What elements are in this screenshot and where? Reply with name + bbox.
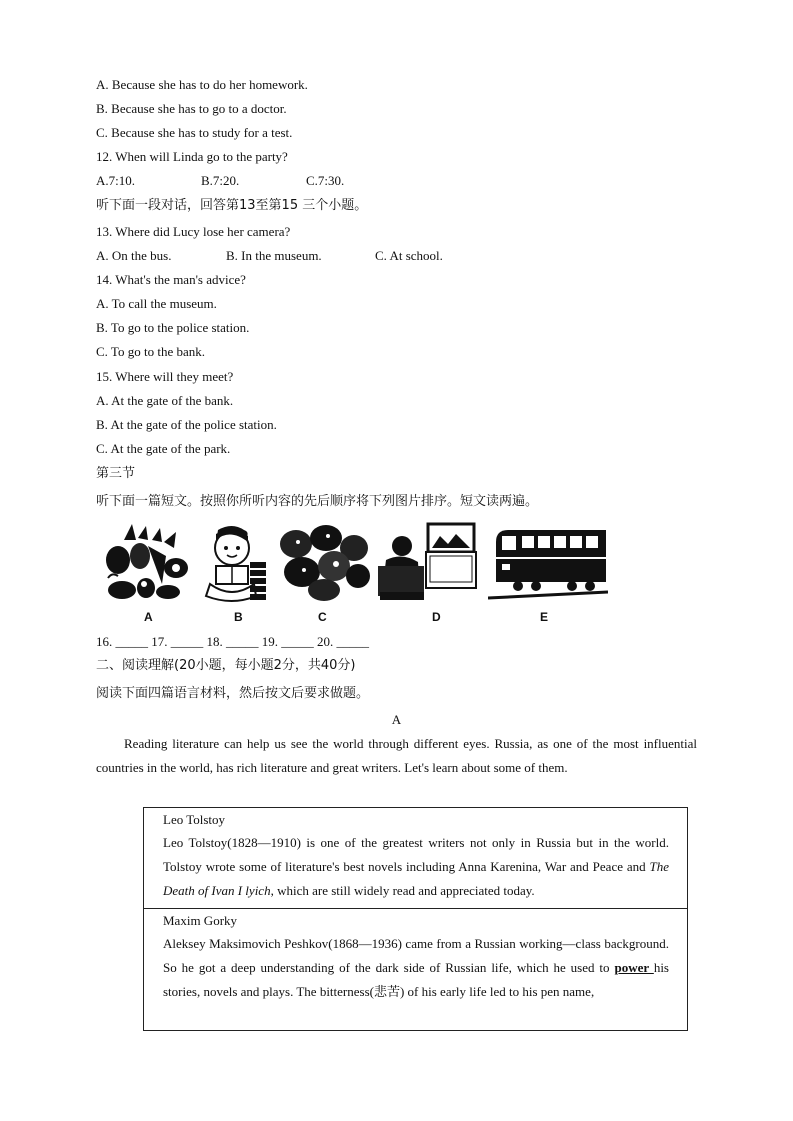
tolstoy-text-2: , which are still widely read and appreciated today. — [270, 883, 535, 898]
train-icon — [488, 522, 608, 606]
answer-blanks-16-20: 16. _____ 17. _____ 18. _____ 19. _____ 20. _____ — [96, 634, 369, 649]
tolstoy-cell — [144, 808, 687, 908]
q13-option-a: A. On the bus. — [96, 248, 172, 263]
writers-table — [143, 807, 688, 1031]
section3-instruction: 听下面一篇短文。按照你所听内容的先后顺序将下列图片排序。短文读两遍。 — [96, 494, 539, 509]
q15-option-c: C. At the gate of the park. — [96, 441, 231, 456]
gorky-cell — [144, 908, 687, 1030]
gorky-name: Maxim Gorky — [163, 913, 238, 928]
gorky-text-2: his stories, novels and plays. The bitterness(悲苦) of his early life led to his pen name, — [163, 960, 669, 999]
underlined-word-power: power — [614, 960, 654, 975]
passage-intro: Reading literature can help us see the world through different eyes. Russia, as one of the most influential countries in the world, has rich literature and great writers. Let's learn about some of them. — [96, 736, 697, 775]
picture-label-d: D — [432, 610, 441, 624]
reading-part-title: 二、阅读理解(20小题，每小题2分，共40分) — [96, 658, 356, 673]
q12-question: 12. When will Linda go to the party? — [96, 149, 288, 164]
section3-title: 第三节 — [96, 466, 136, 481]
q15-option-a: A. At the gate of the bank. — [96, 393, 234, 408]
q11-option-c: C. Because she has to study for a test. — [96, 125, 293, 140]
q15-option-b: B. At the gate of the police station. — [96, 417, 277, 432]
tolstoy-text-1: Leo Tolstoy(1828—1910) is one of the greatest writers not only in Russia but in the world. Tolstoy wrote some of literature's best novels including Anna Karenina, War and Peace and — [163, 835, 669, 874]
tolstoy-description — [163, 831, 687, 903]
q14-option-a: A. To call the museum. — [96, 296, 217, 311]
boy-reading-icon — [196, 522, 268, 606]
instruction-13-15: 听下面一段对话，回答第13至第15 三个小题。 — [96, 198, 368, 213]
q12-option-c: C.7:30. — [306, 173, 345, 188]
q14-option-b: B. To go to the police station. — [96, 320, 250, 335]
q14-option-c: C. To go to the bank. — [96, 344, 205, 359]
gorky-text-1: Aleksey Maksimovich Peshkov(1868—1936) came from a Russian working—class background. So he got a deep understanding of the dark side of Russian life, which he used to — [163, 936, 669, 975]
picture-strip — [100, 522, 610, 626]
potatoes-icon — [278, 522, 370, 606]
q13-option-c: C. At school. — [375, 248, 443, 263]
picture-label-e: E — [540, 610, 549, 624]
picture-label-b: B — [234, 610, 243, 624]
vegetables-icon — [102, 522, 192, 606]
q13-option-b: B. In the museum. — [226, 248, 322, 263]
reading-instruction: 阅读下面四篇语言材料，然后按文后要求做题。 — [96, 686, 370, 701]
q13-question: 13. Where did Lucy lose her camera? — [96, 224, 291, 239]
picture-label-c: C — [318, 610, 327, 624]
q11-option-b: B. Because she has to go to a doctor. — [96, 101, 287, 116]
q11-option-a: A. Because she has to do her homework. — [96, 77, 308, 92]
q15-question: 15. Where will they meet? — [96, 369, 234, 384]
passage-label: A — [391, 712, 402, 727]
tolstoy-name: Leo Tolstoy — [163, 812, 226, 827]
gorky-description — [163, 932, 687, 1004]
q12-option-a: A.7:10. — [96, 173, 135, 188]
picture-label-a: A — [144, 610, 153, 624]
q14-question: 14. What's the man's advice? — [96, 272, 246, 287]
q12-option-b: B.7:20. — [201, 173, 240, 188]
tolstoy-book-title: The Death of Ivan I lyich — [163, 859, 669, 898]
person-watching-tv-icon — [378, 522, 478, 606]
